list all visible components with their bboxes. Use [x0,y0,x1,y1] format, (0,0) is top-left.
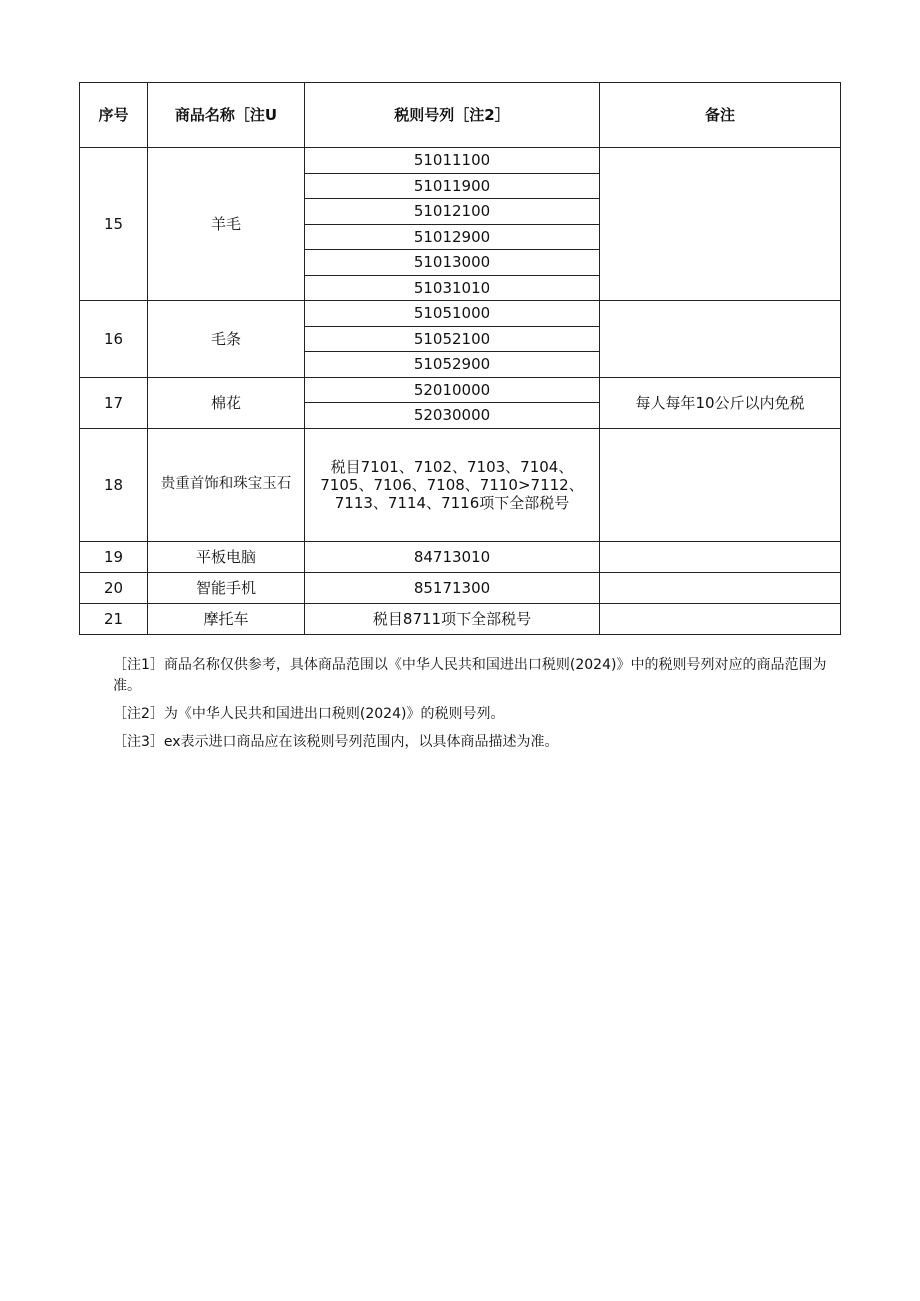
row-remark [600,572,841,603]
tariff-code: 51013000 [305,250,600,276]
tariff-code: 51012100 [305,199,600,225]
row-name: 贵重首饰和珠宝玉石 [148,428,305,541]
tariff-code: 51051000 [305,301,600,327]
tariff-code: 税目7101、7102、7103、7104、7105、7106、7108、7110>7112、7113、7114、7116项下全部税号 [305,428,600,541]
row-remark [600,541,841,572]
row-name: 毛条 [148,301,305,378]
row-no: 17 [80,377,148,428]
tariff-code: 51031010 [305,275,600,301]
tariff-code: 51011100 [305,148,600,174]
footnote-1: ［注1］商品名称仅供参考，具体商品范围以《中华人民共和国进出口税则(2024)》中的税则号列对应的商品范围为准。 [113,657,827,694]
row-name: 棉花 [148,377,305,428]
header-no: 序号 [80,83,148,148]
row-remark [600,603,841,634]
footnote-2: ［注2］为《中华人民共和国进出口税则(2024)》的税则号列。 [113,706,505,722]
table-row [80,541,841,572]
header-codes: 税则号列［注2］ [305,83,600,148]
tariff-code: 51012900 [305,224,600,250]
row-remark: 每人每年10公斤以内免税 [600,377,841,428]
tariff-code: 85171300 [305,572,600,603]
tariff-code: 51011900 [305,173,600,199]
table-row [80,377,841,403]
header-name: 商品名称［注U [148,83,305,148]
table-row [80,428,841,541]
row-remark [600,148,841,301]
row-no: 18 [80,428,148,541]
tariff-code: 51052900 [305,352,600,378]
table-row [80,301,841,327]
tariff-code: 51052100 [305,326,600,352]
row-no: 15 [80,148,148,301]
footnote-3: ［注3］ex表示进口商品应在该税则号列范围内，以具体商品描述为准。 [113,734,559,750]
row-remark [600,301,841,378]
row-name: 平板电脑 [148,541,305,572]
tariff-code: 52030000 [305,403,600,429]
header-remark: 备注 [600,83,841,148]
footnotes [113,655,843,760]
table-row [80,603,841,634]
tariff-code: 税目8711项下全部税号 [305,603,600,634]
row-name: 智能手机 [148,572,305,603]
table-header-row [80,83,841,148]
tariff-code: 84713010 [305,541,600,572]
tariff-table [79,82,841,635]
row-no: 20 [80,572,148,603]
row-no: 16 [80,301,148,378]
table-row [80,572,841,603]
tariff-code: 52010000 [305,377,600,403]
table-row [80,148,841,174]
row-name: 摩托车 [148,603,305,634]
row-remark [600,428,841,541]
row-no: 19 [80,541,148,572]
row-name: 羊毛 [148,148,305,301]
row-no: 21 [80,603,148,634]
